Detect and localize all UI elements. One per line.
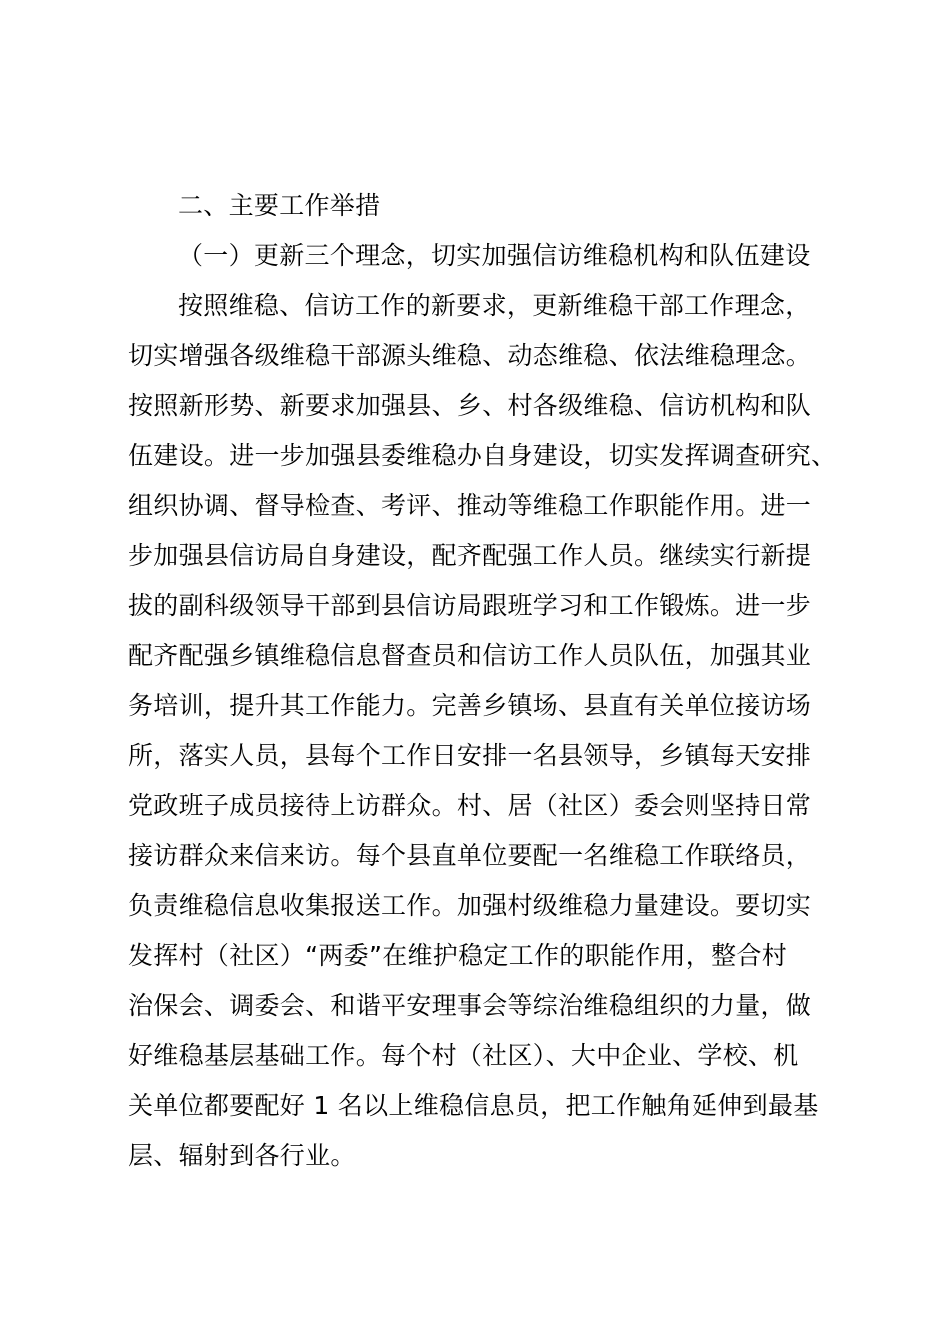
paragraph-line: 好维稳基层基础工作。每个村（社区）、大中企业、学校、机 [128, 1041, 799, 1070]
paragraph-line: 伍建设。进一步加强县委维稳办自身建设，切实发挥调查研究、 [128, 441, 837, 470]
paragraph-line: 务培训，提升其工作能力。完善乡镇场、县直有关单位接访场 [128, 691, 812, 720]
paragraph-line: 负责维稳信息收集报送工作。加强村级维稳力量建设。要切实 [128, 891, 812, 920]
paragraph-line: 配齐配强乡镇维稳信息督查员和信访工作人员队伍，加强其业 [128, 641, 812, 670]
paragraph-line: 步加强县信访局自身建设，配齐配强工作人员。继续实行新提 [128, 541, 812, 570]
paragraph-line: 关单位都要配好 1 名以上维稳信息员，把工作触角延伸到最基 [128, 1091, 819, 1120]
paragraph-line: 所，落实人员，县每个工作日安排一名县领导，乡镇每天安排 [128, 741, 812, 770]
paragraph-line: 按照维稳、信访工作的新要求，更新维稳干部工作理念， [178, 291, 811, 320]
paragraph-line: 切实增强各级维稳干部源头维稳、动态维稳、依法维稳理念。 [128, 341, 812, 370]
paragraph-line: 层、辐射到各行业。 [128, 1141, 356, 1170]
paragraph-line: 发挥村（社区）“两委”在维护稳定工作的职能作用，整合村 [128, 941, 788, 970]
paragraph-line: 组织协调、督导检查、考评、推动等维稳工作职能作用。进一 [128, 491, 812, 520]
subsection-heading: （一）更新三个理念，切实加强信访维稳机构和队伍建设 [178, 241, 811, 270]
section-heading: 二、主要工作举措 [178, 191, 381, 220]
paragraph-line: 治保会、调委会、和谐平安理事会等综治维稳组织的力量，做 [128, 991, 812, 1020]
paragraph-line: 接访群众来信来访。每个县直单位要配一名维稳工作联络员， [128, 841, 812, 870]
paragraph-line: 党政班子成员接待上访群众。村、居（社区）委会则坚持日常 [128, 791, 812, 820]
paragraph-line: 拔的副科级领导干部到县信访局跟班学习和工作锻炼。进一步 [128, 591, 812, 620]
paragraph-line: 按照新形势、新要求加强县、乡、村各级维稳、信访机构和队 [128, 391, 812, 420]
